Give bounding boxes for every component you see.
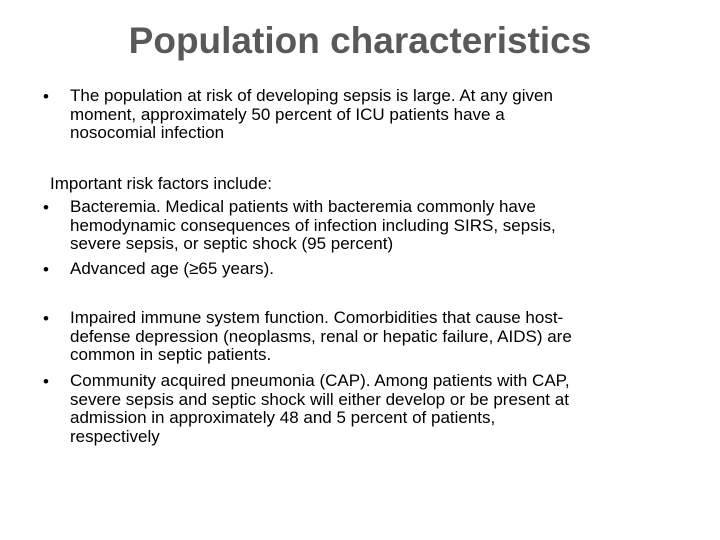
bullet-item-immune-function [70,309,680,365]
bullet-paragraph-population [70,87,680,143]
text-line: Advanced age (≥65 years). [70,259,274,278]
text-line: common in septic patients. [70,345,272,364]
text-line: hemodynamic consequences of infection including SIRS, sepsis, [70,215,556,235]
slide-title: Population characteristics [128,20,592,61]
bullet-marker: • [43,309,49,328]
text-line: The population at risk of developing sepsis is large. At any given [70,86,553,105]
bullet-item-cap [70,372,680,446]
text-line: Bacteremia. Medical patients with bacteremia commonly have [70,197,536,216]
text-line: respectively [70,426,160,446]
text-line: moment, approximately 50 percent of ICU patients have a [70,104,505,124]
bullet-marker: • [43,260,49,279]
text-line: Impaired immune system function. Comorbidities that cause host- [70,308,564,327]
text-line: admission in approximately 48 and 5 percent of patients, [70,408,496,427]
text-line: severe sepsis, or septic shock (95 percent) [70,234,394,253]
bullet-marker: • [43,198,49,217]
bullet-item-advanced-age [70,260,680,279]
risk-factors-heading: Important risk factors include: [50,174,273,193]
text-line: severe sepsis and septic shock will either develop or be present at [70,389,569,409]
bullet-marker: • [43,87,49,106]
bullet-item-bacteremia [70,198,680,254]
text-line: Community acquired pneumonia (CAP). Among patients with CAP, [70,371,570,390]
text-line: nosocomial infection [70,123,225,142]
text-line: defense depression (neoplasms, renal or hepatic failure, AIDS) are [70,326,572,346]
bullet-marker: • [43,372,49,391]
